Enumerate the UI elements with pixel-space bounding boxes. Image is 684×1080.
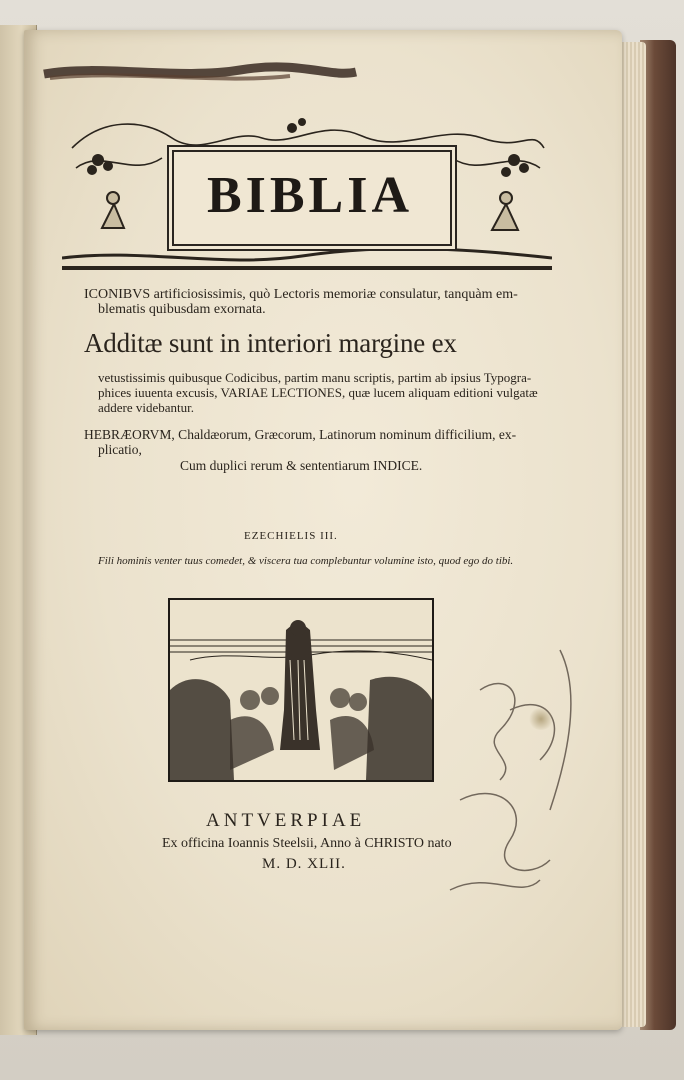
- index-line: Cum duplici rerum & sententiarum INDICE.: [180, 458, 423, 473]
- subtitle-line-2: blematis quibusdam exornata.: [98, 302, 266, 317]
- body-line-3: vetustissimis quibusque Codicibus, partim manu scriptis, partim ab ipsius Typogra-: [98, 370, 532, 385]
- headline: Additæ sunt in interiori margine ex: [84, 328, 457, 358]
- imprint-city: ANTVERPIAE: [206, 810, 366, 831]
- body-line-5: addere videbantur.: [98, 400, 195, 415]
- subtitle-line-1: ICONIBVS artificiosissimis, quò Lectoris memoriæ consulatur, tanquàm em-: [84, 287, 518, 302]
- foxing-stain: [528, 708, 554, 730]
- scripture-quote: Fili hominis venter tuus comedet, & viscera tua complebuntur volumine isto, quod ego do tibi.: [98, 555, 514, 567]
- body-line-7: plicatio,: [98, 442, 142, 457]
- body-line-4: phices iuuenta excusis, VARIAE LECTIONES, quæ lucem aliquam editioni vulgatæ: [98, 385, 538, 400]
- body-line-6: HEBRÆORVM, Chaldæorum, Græcorum, Latinorum nominum difficilium, ex-: [84, 427, 517, 442]
- ink-strike-through: [40, 58, 360, 88]
- woodcut-illustration: [168, 598, 434, 782]
- main-title: BIBLIA: [206, 167, 414, 224]
- handwritten-marginalia: [440, 630, 600, 930]
- prophet-scene-image: [170, 600, 432, 780]
- imprint-printer: Ex officina Ioannis Steelsii, Anno à CHRISTO nato: [162, 836, 452, 851]
- imprint-year: M. D. XLII.: [262, 856, 346, 872]
- quote-reference: EZECHIELIS III.: [244, 530, 338, 542]
